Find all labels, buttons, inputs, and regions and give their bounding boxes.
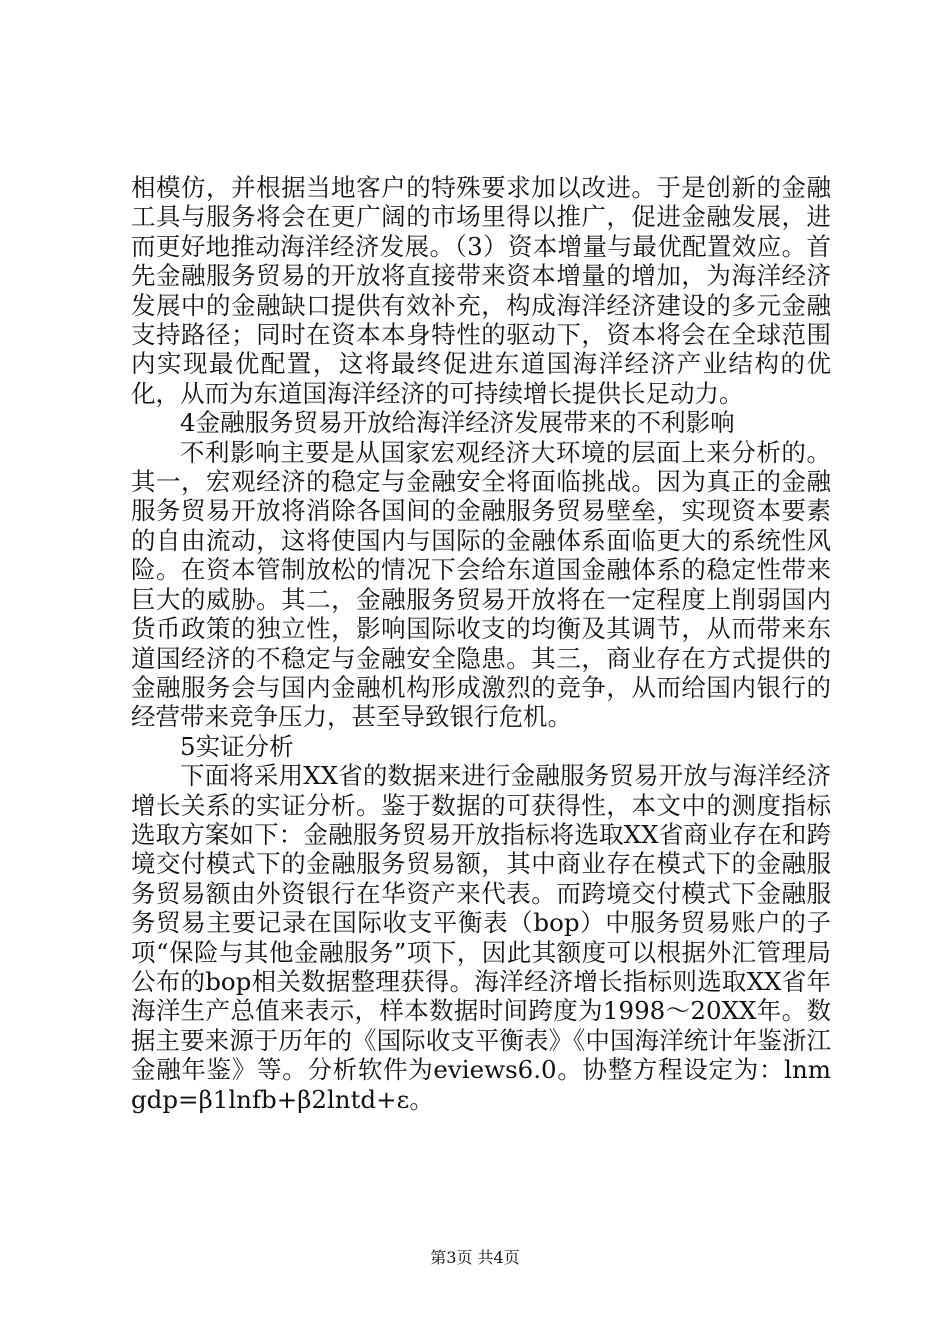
page-number-footer: 第3页 共4页 xyxy=(430,1248,520,1267)
document-body xyxy=(131,173,831,1114)
section-heading-4: 4金融服务贸易开放给海洋经济发展带来的不利影响 xyxy=(180,408,735,438)
paragraph-continued: 相模仿，并根据当地客户的特殊要求加以改进。于是创新的金融工具与服务将会在更广阔的市场里得以推广，促进金融发展，进而更好地推动海洋经济发展。（3）资本增量与最优配置效应。首先金融服务贸易的开放将直接带来资本增量的增加，为海洋经济发展中的金融缺口提供有效补充，构成海洋经济建设的多元金融支持路径；同时在资本本身特性的驱动下，资本将会在全球范围内实现最优配置，这将最终促进东道国海洋经济产业结构的优化，从而为东道国海洋经济的可持续增长提供长足动力。 xyxy=(131,173,831,408)
paragraph-empirical-analysis: 下面将采用XX省的数据来进行金融服务贸易开放与海洋经济增长关系的实证分析。鉴于数据的可获得性，本文中的测度指标选取方案如下：金融服务贸易开放指标将选取XX省商业存在和跨境交付模式下的金融服务贸易额，其中商业存在模式下的金融服务贸易额由外资银行在华资产来代表。而跨境交付模式下金融服务贸易主要记录在国际收支平衡表（bop）中服务贸易账户的子项“保险与其他金融服务”项下，因此其额度可以根据外汇管理局公布的bop相关数据整理获得。海洋经济增长指标则选取XX省年海洋生产总值来表示，样本数据时间跨度为1998～20XX年。数据主要来源于历年的《国际收支平衡表》《中国海洋统计年鉴浙江金融年鉴》等。分析软件为eviews6.0。协整方程设定为：lnmgdp=β1lnfb+β2lntd+ε。 xyxy=(131,761,831,1114)
section-heading-5: 5实证分析 xyxy=(180,731,294,761)
paragraph-adverse-effects: 不利影响主要是从国家宏观经济大环境的层面上来分析的。其一，宏观经济的稳定与金融安全将面临挑战。因为真正的金融服务贸易开放将消除各国间的金融服务贸易壁垒，实现资本要素的自由流动，这将使国内与国际的金融体系面临更大的系统性风险。在资本管制放松的情况下会给东道国金融体系的稳定性带来巨大的威胁。其二，金融服务贸易开放将在一定程度上削弱国内货币政策的独立性，影响国际收支的均衡及其调节，从而带来东道国经济的不稳定与金融安全隐患。其三，商业存在方式提供的金融服务会与国内金融机构形成激烈的竞争，从而给国内银行的经营带来竞争压力，甚至导致银行危机。 xyxy=(131,437,831,732)
